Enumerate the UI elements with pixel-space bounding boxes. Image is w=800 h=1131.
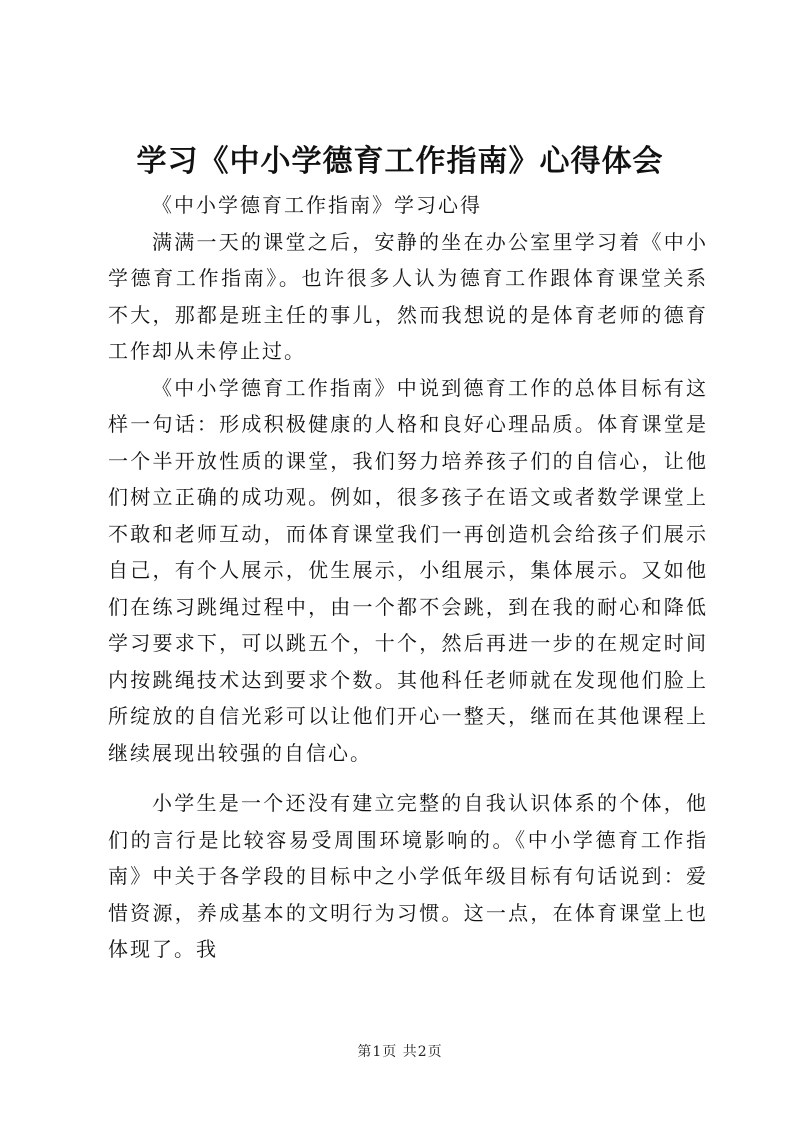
paragraph-1: 满满一天的课堂之后，安静的坐在办公室里学习着《中小学德育工作指南》。也许很多人认为德育工作跟体育课堂关系不大，那都是班主任的事儿，然而我想说的是体育老师的德育工作却从未停止过。 <box>108 229 708 363</box>
paragraph-3: 小学生是一个还没有建立完整的自我认识体系的个体，他们的言行是比较容易受周围环境影响的。《中小学德育工作指南》中关于各学段的目标中之小学低年级目标有句话说到：爱惜资源，养成基本的文明行为习惯。这一点，在体育课堂上也体现了。我 <box>108 791 708 961</box>
document-body <box>108 187 708 968</box>
paragraph-2: 《中小学德育工作指南》中说到德育工作的总体目标有这样一句话：形成积极健康的人格和良好心理品质。体育课堂是一个半开放性质的课堂，我们努力培养孩子们的自信心，让他们树立正确的成功观。例如，很多孩子在语文或者数学课堂上不敢和老师互动，而体育课堂我们一再创造机会给孩子们展示自己，有个人展示，优生展示，小组展示，集体展示。又如他们在练习跳绳过程中，由一个都不会跳，到在我的耐心和降低学习要求下，可以跳五个，十个，然后再进一步的在规定时间内按跳绳技术达到要求个数。其他科任老师就在发现他们脸上所绽放的自信光彩可以让他们开心一整天，继而在其他课程上继续展现出较强的自信心。 <box>108 375 708 765</box>
document-title: 学习《中小学德育工作指南》心得体会 <box>136 144 664 179</box>
subtitle-line: 《中小学德育工作指南》学习心得 <box>152 193 482 217</box>
page-footer: 第1页 共2页 <box>357 1044 443 1060</box>
